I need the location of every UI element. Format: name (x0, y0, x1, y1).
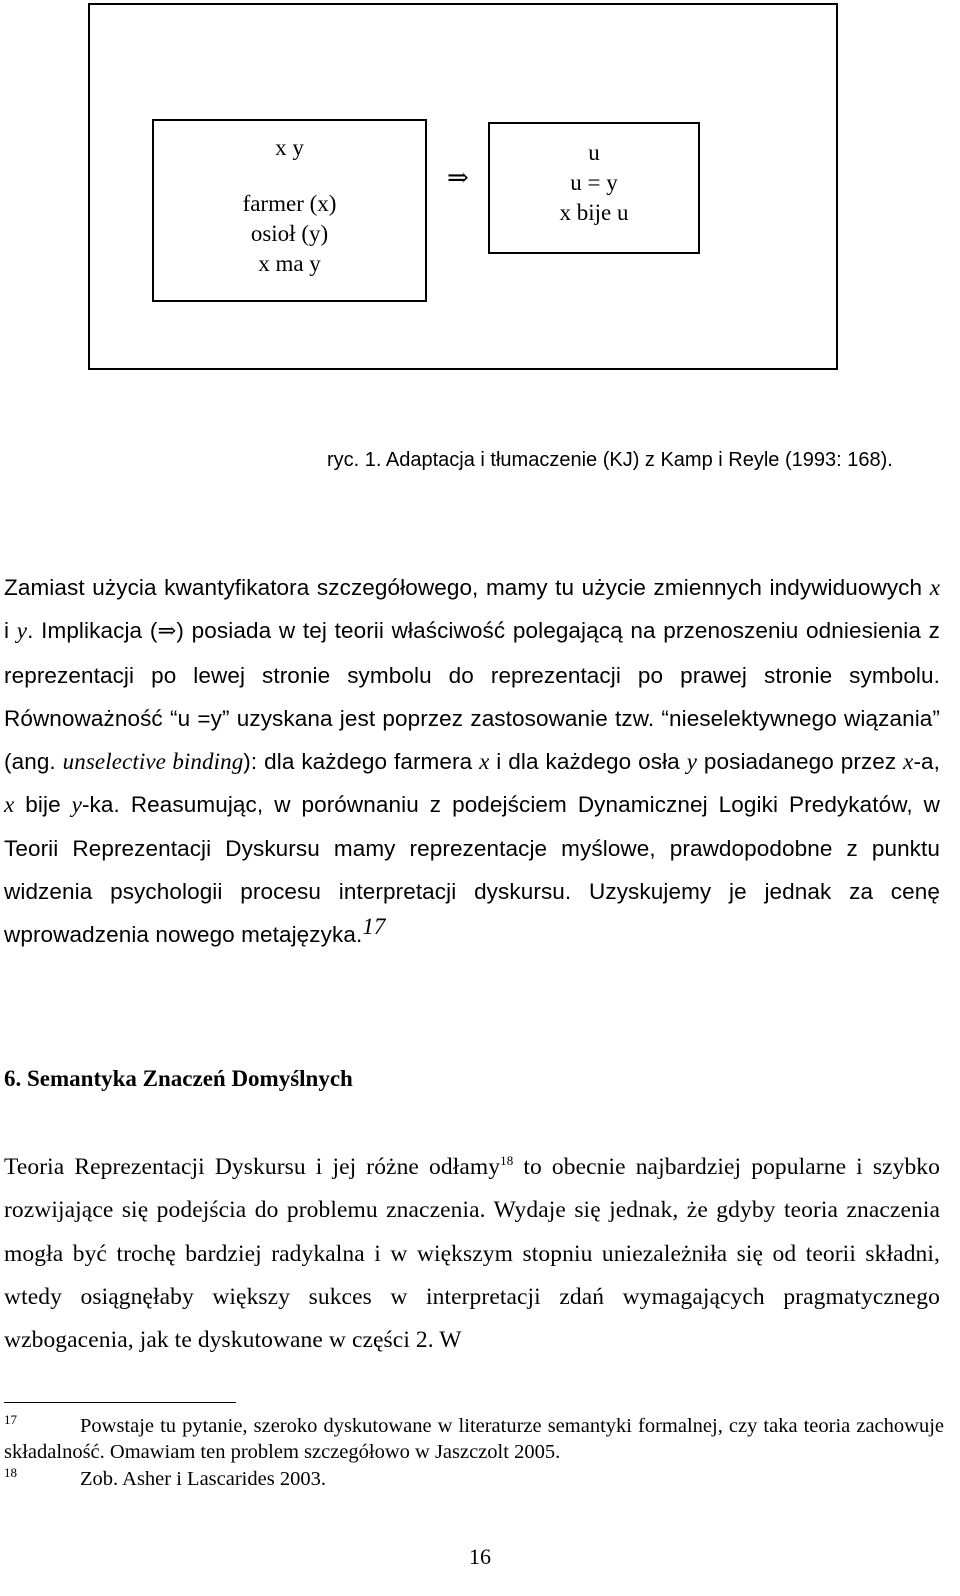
drs-left-condition: farmer (x) (242, 191, 337, 216)
drs-antecedent-box (152, 119, 427, 302)
footnote-ref[interactable]: 17 (362, 913, 386, 939)
implication-arrow-icon: ⇒ (157, 618, 177, 645)
drs-left-universe: x y (275, 135, 304, 160)
section-heading: 6. Semantyka Znaczeń Domyślnych (4, 1066, 353, 1091)
drs-figure (88, 3, 838, 370)
footnote-separator (4, 1402, 236, 1403)
drs-right-condition: u = y (570, 170, 618, 195)
drs-consequent-box (488, 122, 700, 254)
footnote-text: Powstaje tu pytanie, szeroko dyskutowane w literaturze semantyki formalnej, czy taka teoria zachowuje składalność. Omawiam ten problem szczegółowo w Jaszczolt 2005. (4, 1415, 944, 1463)
footnote-text: Zob. Asher i Lascarides 2003. (80, 1468, 326, 1490)
drs-right-universe: u (588, 140, 600, 165)
page-number: 16 (469, 1544, 491, 1569)
drs-left-condition: osioł (y) (250, 221, 329, 246)
implication-arrow-icon: ⇒ (447, 163, 469, 193)
drs-right-condition: x bije u (559, 200, 629, 225)
footnote (4, 1467, 944, 1493)
body-paragraph-1: Zamiast użycia kwantyfikatora szczegółowego, mamy tu użycie zmiennych indywiduowych x i y. Implikacja (⇒) posiada w tej teorii właściwość polegającą na przenoszeniu odniesienia z reprezentacji po lewej stronie symbolu do reprezentacji po prawej stronie symbolu. Równoważność “u =y” uzyskana jest poprzez zastosowanie tzw. “nieselektywnego wiązania” (ang. unselective binding): dla każdego farmera x i dla każdego osła y posiadanego przez x-a, x bije y-ka. Reasumując, w porównaniu z podejściem Dynamicznej Logiki Predykatów, w Teorii Reprezentacji Dyskursu mamy reprezentacje myślowe, prawdopodobne z punktu widzenia psychologii procesu interpretacji dyskursu. Uzyskujemy je jednak za cenę wprowadzenia nowego metajęzyka.$^{17}$ (4, 575, 941, 948)
footnote-number: 18 (4, 1465, 17, 1480)
footnote (4, 1414, 944, 1464)
body-paragraph-2: Teoria Reprezentacji Dyskursu i jej różne odłamy$^{18}$ to obecnie najbardziej popularne i szybko rozwijające się podejścia do problemu znaczenia. Wydaje się jednak, że gdyby teoria znaczenia mogła być trochę bardziej radykalna i w większym stopniu uniezależniła się od teorii składni, wtedy osiągnęłaby większy sukces w interpretacji zdań wymagających pragmatycznego wzbogacenia, jak te dyskutowane w części 2. W (4, 1153, 940, 1354)
drs-left-condition: x ma y (258, 251, 321, 276)
figure-caption: ryc. 1. Adaptacja i tłumaczenie (KJ) z Kamp i Reyle (1993: 168). (327, 449, 893, 471)
footnote-ref[interactable]: 18 (500, 1153, 514, 1169)
footnote-number: 17 (4, 1412, 17, 1427)
